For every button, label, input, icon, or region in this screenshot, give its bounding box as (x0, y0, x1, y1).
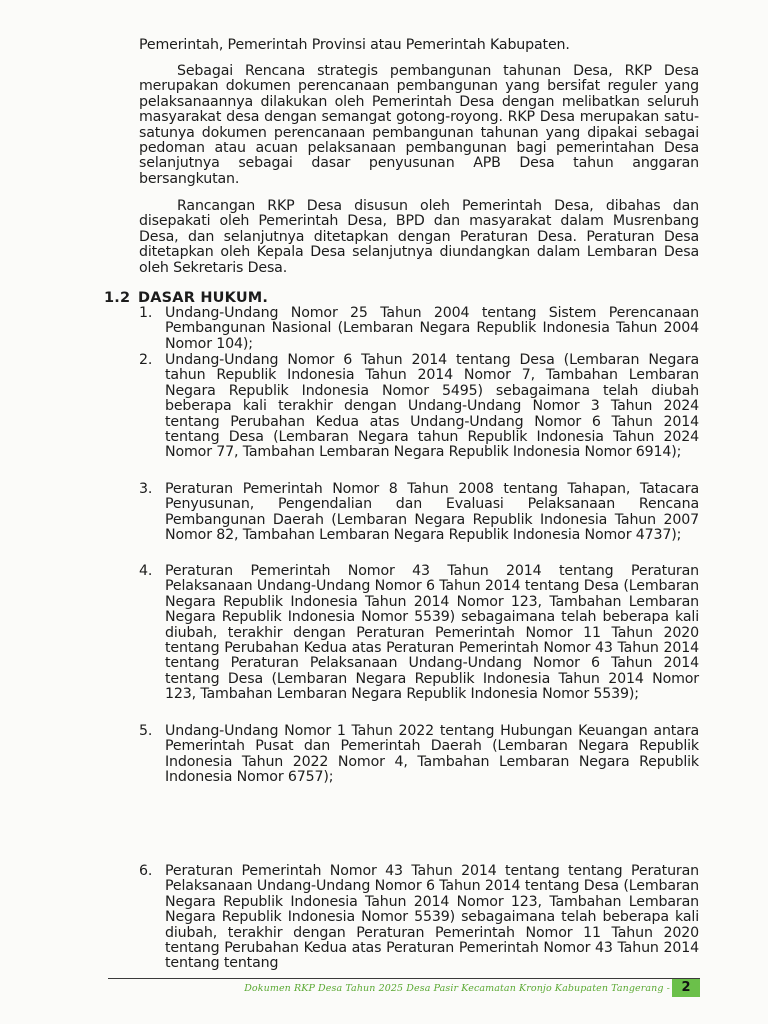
list-item-text: Peraturan Pemerintah Nomor 43 Tahun 2014 tentang Peraturan Pelaksanaan Undang-Undang Nomor 6 Tahun 2014 tentang Desa (Lembaran Negara Republik Indonesia Tahun 2014 Nomor 123, Tambahan Lembaran Negara Republik Indonesia Nomor 5539) sebagaimana telah beberapa kali diubah, terakhir dengan Peraturan Pemerintah Nomor 11 Tahun 2020 tentang Perubahan Kedua atas Peraturan Pemerintah Nomor 43 Tahun 2014 tentang Peraturan Pelaksanaan Undang-Undang Nomor 6 Tahun 2014 tentang Desa (Lembaran Negara Republik Indonesia Tahun 2014 Nomor 123, Tambahan Lembaran Negara Republik Indonesia Nomor 5539); (165, 563, 699, 703)
list-item (139, 864, 699, 972)
list-item-text: Undang-Undang Nomor 1 Tahun 2022 tentang Hubungan Keuangan antara Pemerintah Pusat dan Pemerintah Daerah (Lembaran Negara Republik Indonesia Tahun 2022 Nomor 4, Tambahan Lembaran Negara Republik Indonesia Nomor 6757); (165, 723, 699, 786)
section-number: 1.2 (104, 290, 131, 306)
section-title: DASAR HUKUM. (138, 290, 269, 306)
footer-divider (108, 978, 700, 979)
list-item-text: Peraturan Pemerintah Nomor 43 Tahun 2014 tentang tentang Peraturan Pelaksanaan Undang-Undang Nomor 6 Tahun 2014 tentang Desa (Lembaran Negara Republik Indonesia Tahun 2014 Nomor 123, Tambahan Lembaran Negara Republik Indonesia Nomor 5539) sebagaimana telah beberapa kali diubah, terakhir dengan Peraturan Pemerintah Nomor 11 Tahun 2020 tentang Perubahan Kedua atas Peraturan Pemerintah Nomor 43 Tahun 2014 tentang tentang (165, 863, 699, 972)
list-item-number: 6. (139, 863, 153, 879)
list-item (139, 306, 699, 352)
list-item-number: 1. (139, 305, 153, 321)
list-item-text: Peraturan Pemerintah Nomor 8 Tahun 2008 tentang Tahapan, Tatacara Penyusunan, Pengendalian dan Evaluasi Pelaksanaan Rencana Pembangunan Daerah (Lembaran Negara Republik Indonesia Tahun 2007 Nomor 82, Tambahan Lembaran Negara Republik Indonesia Nomor 4737); (165, 481, 699, 544)
footer-caption: Dokumen RKP Desa Tahun 2025 Desa Pasir Kecamatan Kronjo Kabupaten Tangerang - (244, 983, 670, 994)
list-item-number: 4. (139, 563, 153, 579)
page-number-badge: 2 (672, 979, 700, 997)
paragraph-rkp-strategy: Sebagai Rencana strategis pembangunan tahunan Desa, RKP Desa merupakan dokumen perencanaan pembangunan yang bersifat reguler yang pelaksanaannya dilakukan oleh Pemerintah Desa dengan melibatkan seluruh masyarakat desa dengan semangat gotong-royong. RKP Desa merupakan satu-satunya dokumen perencanaan pembangunan tahunan yang dipakai sebagai pedoman atau acuan pelaksanaan pembangunan bagi pemerintahan Desa selanjutnya sebagai dasar penyusunan APB Desa tahun anggaran bersangkutan. (139, 63, 699, 187)
list-item (139, 482, 699, 544)
list-item-number: 5. (139, 723, 153, 739)
list-item-number: 3. (139, 481, 153, 497)
list-item-text: Undang-Undang Nomor 6 Tahun 2014 tentang Desa (Lembaran Negara tahun Republik Indonesia Tahun 2014 Nomor 7, Tambahan Lembaran Negara Republik Indonesia Nomor 5495) sebagaimana telah diubah beberapa kali terakhir dengan Undang-Undang Nomor 3 Tahun 2024 tentang Perubahan Kedua atas Undang-Undang Nomor 6 Tahun 2014 tentang Desa (Lembaran Negara tahun Republik Indonesia Tahun 2024 Nomor 77, Tambahan Lembaran Negara Republik Indonesia Nomor 6914); (165, 352, 699, 461)
continued-line: Pemerintah, Pemerintah Provinsi atau Pemerintah Kabupaten. (139, 37, 570, 53)
paragraph-rkp-draft: Rancangan RKP Desa disusun oleh Pemerintah Desa, dibahas dan disepakati oleh Pemerintah Desa, BPD dan masyarakat dalam Musrenbang Desa, dan selanjutnya ditetapkan dengan Peraturan Desa. Peraturan Desa ditetapkan oleh Kepala Desa selanjutnya diundangkan dalam Lembaran Desa oleh Sekretaris Desa. (139, 198, 699, 276)
section-heading (104, 290, 268, 306)
list-item (139, 724, 699, 786)
list-item (139, 353, 699, 461)
list-item-number: 2. (139, 352, 153, 368)
list-item (139, 564, 699, 703)
list-item-text: Undang-Undang Nomor 25 Tahun 2004 tentang Sistem Perencanaan Pembangunan Nasional (Lembaran Negara Republik Indonesia Tahun 2004 Nomor 104); (165, 305, 699, 352)
